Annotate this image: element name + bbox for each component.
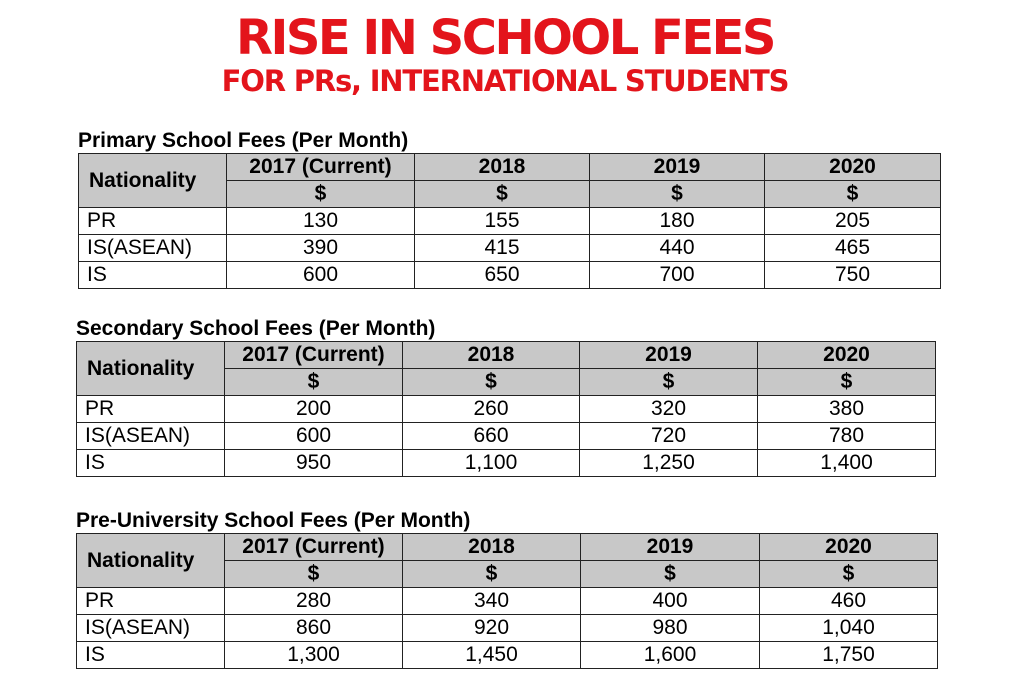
fee-cell: 600	[225, 423, 403, 450]
nationality-header: Nationality	[79, 154, 227, 208]
fee-cell: 200	[225, 396, 403, 423]
year-header: 2018	[403, 342, 580, 369]
fee-cell: 380	[758, 396, 936, 423]
fee-cell: 1,040	[760, 615, 938, 642]
currency-header: $	[765, 181, 941, 208]
fee-cell: 465	[765, 235, 941, 262]
year-header: 2018	[415, 154, 590, 181]
primary-fees-table	[78, 153, 941, 289]
fee-cell: 600	[227, 262, 415, 289]
currency-header: $	[580, 369, 758, 396]
fee-cell: 1,300	[225, 642, 403, 669]
table-header-row	[79, 154, 941, 181]
primary-fees-heading: Primary School Fees (Per Month)	[78, 129, 409, 152]
row-label: IS	[77, 642, 225, 669]
fee-cell: 1,600	[581, 642, 760, 669]
row-label: IS	[77, 450, 225, 477]
year-header: 2020	[765, 154, 941, 181]
table-row	[77, 642, 938, 669]
currency-header: $	[227, 181, 415, 208]
fee-cell: 205	[765, 208, 941, 235]
fee-cell: 180	[590, 208, 765, 235]
pre-university-fees-table	[76, 533, 938, 669]
table-row	[77, 615, 938, 642]
secondary-fees-section	[76, 317, 936, 477]
fee-cell: 780	[758, 423, 936, 450]
row-label: IS(ASEAN)	[77, 423, 225, 450]
row-label: PR	[77, 396, 225, 423]
fee-cell: 650	[415, 262, 590, 289]
currency-header: $	[403, 369, 580, 396]
currency-header: $	[225, 561, 403, 588]
table-row	[77, 450, 936, 477]
fee-cell: 440	[590, 235, 765, 262]
row-label: PR	[77, 588, 225, 615]
row-label: IS	[79, 262, 227, 289]
table-row	[77, 588, 938, 615]
currency-header: $	[760, 561, 938, 588]
fee-cell: 415	[415, 235, 590, 262]
row-label: IS(ASEAN)	[77, 615, 225, 642]
fee-cell: 155	[415, 208, 590, 235]
currency-header: $	[403, 561, 581, 588]
fee-cell: 1,750	[760, 642, 938, 669]
year-header: 2017 (Current)	[225, 534, 403, 561]
year-header: 2017 (Current)	[227, 154, 415, 181]
currency-header: $	[590, 181, 765, 208]
secondary-fees-heading: Secondary School Fees (Per Month)	[76, 317, 436, 340]
fee-cell: 950	[225, 450, 403, 477]
year-header: 2019	[590, 154, 765, 181]
currency-header: $	[225, 369, 403, 396]
fee-cell: 460	[760, 588, 938, 615]
year-header: 2017 (Current)	[225, 342, 403, 369]
year-header: 2020	[760, 534, 938, 561]
fee-cell: 980	[581, 615, 760, 642]
year-header: 2018	[403, 534, 581, 561]
year-header: 2019	[581, 534, 760, 561]
page-subtitle: FOR PRs, INTERNATIONAL STUDENTS	[221, 64, 789, 98]
table-row	[79, 262, 941, 289]
row-label: IS(ASEAN)	[79, 235, 227, 262]
row-label: PR	[79, 208, 227, 235]
year-header: 2019	[580, 342, 758, 369]
fee-cell: 280	[225, 588, 403, 615]
table-header-row	[77, 342, 936, 369]
table-row	[79, 235, 941, 262]
fee-cell: 660	[403, 423, 580, 450]
fee-cell: 1,400	[758, 450, 936, 477]
fee-cell: 390	[227, 235, 415, 262]
fee-cell: 750	[765, 262, 941, 289]
fee-cell: 340	[403, 588, 581, 615]
fee-cell: 720	[580, 423, 758, 450]
fee-cell: 130	[227, 208, 415, 235]
nationality-header: Nationality	[77, 534, 225, 588]
fee-cell: 1,450	[403, 642, 581, 669]
table-row	[77, 396, 936, 423]
fee-cell: 860	[225, 615, 403, 642]
currency-header: $	[758, 369, 936, 396]
nationality-header: Nationality	[77, 342, 225, 396]
secondary-fees-table	[76, 341, 936, 477]
currency-header: $	[581, 561, 760, 588]
fee-cell: 920	[403, 615, 581, 642]
pre-university-fees-heading: Pre-University School Fees (Per Month)	[76, 509, 471, 532]
table-row	[79, 208, 941, 235]
currency-header: $	[415, 181, 590, 208]
year-header: 2020	[758, 342, 936, 369]
primary-fees-section	[78, 129, 941, 289]
table-row	[77, 423, 936, 450]
pre-university-fees-section	[76, 509, 938, 669]
page-title: RISE IN SCHOOL FEES	[236, 10, 774, 66]
fee-cell: 1,100	[403, 450, 580, 477]
fee-cell: 400	[581, 588, 760, 615]
fee-cell: 1,250	[580, 450, 758, 477]
fee-cell: 700	[590, 262, 765, 289]
fee-cell: 260	[403, 396, 580, 423]
table-header-row	[77, 534, 938, 561]
fee-cell: 320	[580, 396, 758, 423]
